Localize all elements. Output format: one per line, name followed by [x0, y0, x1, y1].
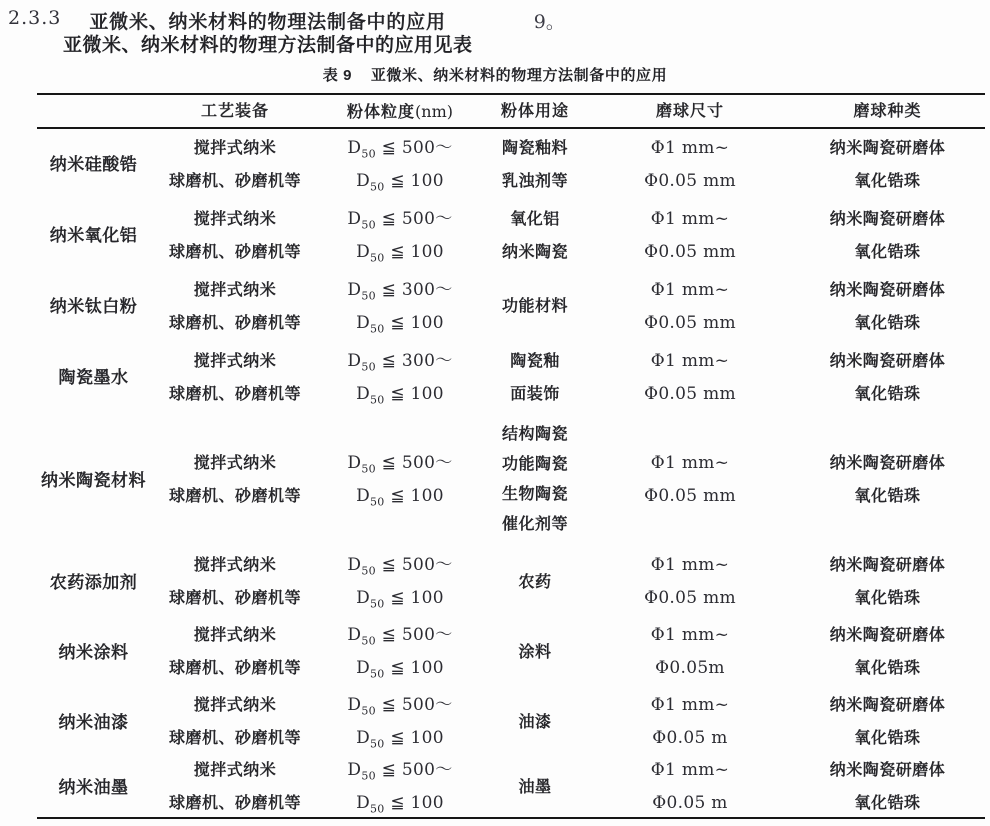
material-name: 纳米硅酸锆 — [49, 155, 138, 174]
header-usage-label: 粉体用途 — [500, 102, 569, 120]
cell-line: 搅拌式纳米 — [193, 281, 277, 299]
cell-material — [37, 547, 150, 617]
table-caption-title: 亚微米、纳米材料的物理方法制备中的应用 — [370, 67, 668, 84]
cell-usage — [480, 547, 590, 617]
cell-material — [37, 129, 150, 200]
cell-usage — [480, 687, 590, 757]
table-body — [37, 129, 985, 817]
table-caption — [0, 60, 990, 93]
cell-equipment — [150, 617, 320, 687]
cell-line: Φ0.05 mm — [644, 588, 736, 608]
subscript: 50 — [370, 321, 385, 335]
cell-material — [37, 687, 150, 757]
table-row — [37, 129, 985, 200]
cell-ball-type — [790, 617, 985, 687]
cell-material — [37, 271, 150, 342]
cell-line: 搅拌式纳米 — [193, 210, 277, 228]
cell-material — [37, 342, 150, 413]
subscript: 50 — [361, 564, 376, 578]
cell-line: 油漆 — [518, 713, 552, 731]
cell-particle-size — [320, 342, 480, 413]
cell-material — [37, 200, 150, 271]
cell-particle-size — [320, 757, 480, 817]
cell-line: 结构陶瓷 — [501, 426, 568, 443]
cell-line: 搅拌式纳米 — [193, 697, 277, 714]
cell-line: $D_{50}$ ≦ 100 — [356, 486, 444, 509]
cell-particle-size — [320, 129, 480, 200]
header-particle-size — [320, 95, 480, 127]
cell-usage — [480, 129, 590, 200]
cell-line: 纳米陶瓷研磨体 — [829, 455, 946, 472]
cell-line: $D_{50}$ ≦ 100 — [356, 383, 444, 406]
cell-usage — [480, 271, 590, 342]
table-row — [37, 757, 985, 817]
cell-line: 纳米陶瓷研磨体 — [829, 697, 946, 714]
cell-material — [37, 757, 150, 817]
cell-ball-type — [790, 200, 985, 271]
cell-line: 氧化锆珠 — [854, 243, 921, 261]
cell-line: Φ0.05m — [655, 658, 725, 678]
cell-line: $D_{50}$ ≦ 500～ — [347, 453, 453, 476]
header-ball-size — [590, 95, 790, 127]
cell-line: 面装饰 — [510, 385, 560, 403]
header-ball-size-label: 磨球尺寸 — [655, 102, 724, 120]
cell-line: 球磨机、砂磨机等 — [168, 172, 301, 190]
header-particle-size-name: 粉体粒度 — [347, 103, 416, 121]
subscript: 50 — [361, 359, 376, 373]
subscript: 50 — [370, 392, 385, 406]
material-name: 纳米涂料 — [58, 642, 129, 662]
table-row — [37, 271, 985, 342]
intro-line: 亚微米、纳米材料的物理方法制备中的应用见表 — [63, 35, 473, 56]
cell-equipment — [150, 757, 320, 817]
table-row — [37, 687, 985, 757]
subscript: 50 — [361, 288, 376, 302]
cell-line: 生物陶瓷 — [501, 486, 568, 503]
cell-line: 球磨机、砂磨机等 — [168, 795, 301, 812]
cell-equipment — [150, 129, 320, 200]
cell-line: Φ1 mm~ — [650, 695, 730, 715]
cell-line: $D_{50}$ ≦ 100 — [356, 170, 444, 193]
header-equipment-label: 工艺装备 — [200, 102, 269, 120]
cell-ball-type — [790, 757, 985, 817]
cell-line: 氧化锆珠 — [854, 590, 921, 607]
cell-line: Φ1 mm~ — [650, 625, 730, 645]
cell-line: Φ0.05 mm — [644, 170, 736, 191]
cell-line: Φ0.05 mm — [644, 383, 736, 404]
cell-line: 球磨机、砂磨机等 — [168, 314, 301, 332]
cell-line: Φ1 mm~ — [650, 555, 730, 575]
cell-line: Φ0.05 m — [652, 793, 728, 813]
cell-line: 球磨机、砂磨机等 — [168, 730, 301, 747]
cell-line: 搅拌式纳米 — [193, 627, 277, 644]
cell-line: 纳米陶瓷研磨体 — [829, 557, 946, 574]
section-title: 亚微米、纳米材料的物理法制备中的应用 — [89, 12, 446, 33]
cell-line: 纳米陶瓷研磨体 — [829, 762, 946, 779]
material-name: 纳米油漆 — [58, 712, 129, 732]
cell-usage — [480, 413, 590, 547]
cell-line: 搅拌式纳米 — [193, 762, 277, 779]
subscript: 50 — [370, 737, 385, 751]
table-row — [37, 413, 985, 547]
cell-line: Φ1 mm~ — [650, 208, 730, 229]
table-row — [37, 200, 985, 271]
cell-ball-type — [790, 547, 985, 617]
cell-line: 农药 — [518, 573, 552, 591]
cell-ball-size — [590, 757, 790, 817]
cell-equipment — [150, 342, 320, 413]
cell-line: 涂料 — [518, 643, 552, 661]
cell-usage — [480, 617, 590, 687]
cell-ball-size — [590, 413, 790, 547]
subscript: 50 — [361, 146, 376, 160]
cell-line: 球磨机、砂磨机等 — [168, 590, 301, 607]
cell-line: Φ0.05 mm — [644, 312, 736, 333]
cell-particle-size — [320, 687, 480, 757]
cell-ball-size — [590, 271, 790, 342]
materials-table — [37, 93, 985, 819]
section-heading — [0, 0, 990, 33]
material-name: 纳米陶瓷材料 — [41, 470, 146, 490]
cell-line: Φ1 mm~ — [650, 279, 730, 300]
cell-line: 纳米陶瓷研磨体 — [829, 281, 946, 299]
table-row — [37, 547, 985, 617]
subscript: 50 — [370, 667, 385, 681]
cell-line: 功能材料 — [501, 298, 568, 315]
cell-equipment — [150, 271, 320, 342]
section-number: 2.3.3 — [8, 7, 62, 29]
cell-line: $D_{50}$ ≦ 100 — [356, 658, 444, 681]
header-material — [37, 95, 150, 127]
column-fragment: 9。 — [533, 11, 565, 33]
subscript: 50 — [370, 802, 385, 816]
header-ball-type-label: 磨球种类 — [853, 102, 922, 120]
table-row — [37, 617, 985, 687]
cell-line: 油墨 — [518, 778, 552, 796]
subscript: 50 — [370, 179, 385, 193]
header-particle-size-unit: (nm) — [415, 101, 453, 121]
cell-line: $D_{50}$ ≦ 100 — [356, 728, 444, 751]
cell-line: $D_{50}$ ≦ 100 — [356, 241, 444, 264]
cell-usage — [480, 757, 590, 817]
cell-line: 球磨机、砂磨机等 — [168, 243, 301, 261]
cell-ball-type — [790, 271, 985, 342]
material-name: 陶瓷墨水 — [58, 368, 129, 387]
cell-ball-size — [590, 687, 790, 757]
cell-line: Φ1 mm~ — [650, 137, 730, 158]
header-usage — [480, 95, 590, 127]
cell-material — [37, 413, 150, 547]
cell-line: 氧化锆珠 — [854, 385, 921, 403]
table-header-row — [37, 95, 985, 129]
cell-line: 搅拌式纳米 — [193, 352, 277, 370]
table-caption-label: 表 9 — [322, 67, 353, 84]
cell-particle-size — [320, 547, 480, 617]
header-equipment — [150, 95, 320, 127]
cell-line: Φ1 mm~ — [650, 453, 730, 473]
cell-equipment — [150, 547, 320, 617]
cell-line: $D_{50}$ ≦ 100 — [356, 793, 444, 816]
cell-line: 球磨机、砂磨机等 — [168, 660, 301, 677]
cell-line: 氧化锆珠 — [854, 172, 921, 190]
cell-ball-type — [790, 129, 985, 200]
cell-line: 氧化锆珠 — [854, 730, 921, 747]
cell-line: 纳米陶瓷研磨体 — [829, 139, 946, 157]
cell-line: $D_{50}$ ≦ 500～ — [347, 625, 453, 648]
cell-particle-size — [320, 271, 480, 342]
cell-ball-size — [590, 617, 790, 687]
cell-line: Φ0.05 m — [652, 728, 728, 748]
cell-line: 氧化锆珠 — [854, 795, 921, 812]
cell-line: Φ1 mm~ — [650, 760, 730, 780]
subscript: 50 — [361, 704, 376, 718]
cell-particle-size — [320, 200, 480, 271]
cell-line: 陶瓷釉料 — [501, 139, 568, 157]
cell-line: 催化剂等 — [501, 516, 568, 533]
cell-line: $D_{50}$ ≦ 500～ — [347, 695, 453, 718]
cell-ball-type — [790, 687, 985, 757]
cell-equipment — [150, 413, 320, 547]
cell-ball-size — [590, 342, 790, 413]
cell-line: 纳米陶瓷研磨体 — [829, 352, 946, 370]
material-name: 纳米氧化铝 — [49, 226, 138, 245]
cell-ball-size — [590, 129, 790, 200]
cell-usage — [480, 342, 590, 413]
subscript: 50 — [370, 495, 385, 509]
table-row — [37, 342, 985, 413]
cell-line: $D_{50}$ ≦ 500～ — [347, 555, 453, 578]
cell-line: $D_{50}$ ≦ 300～ — [347, 279, 453, 302]
subscript: 50 — [370, 250, 385, 264]
cell-line: Φ1 mm~ — [650, 350, 730, 371]
cell-line: 球磨机、砂磨机等 — [168, 488, 301, 505]
cell-equipment — [150, 687, 320, 757]
cell-particle-size — [320, 617, 480, 687]
cell-line: 氧化锆珠 — [854, 314, 921, 332]
cell-line: 氧化锆珠 — [854, 660, 921, 677]
cell-line: $D_{50}$ ≦ 500～ — [347, 137, 453, 160]
cell-line: 纳米陶瓷研磨体 — [829, 210, 946, 228]
cell-usage — [480, 200, 590, 271]
cell-line: 搅拌式纳米 — [193, 139, 277, 157]
subscript: 50 — [361, 769, 376, 783]
cell-line: $D_{50}$ ≦ 300～ — [347, 350, 453, 373]
cell-line: $D_{50}$ ≦ 500～ — [347, 208, 453, 231]
cell-line: 球磨机、砂磨机等 — [168, 385, 301, 403]
cell-line: 纳米陶瓷研磨体 — [829, 627, 946, 644]
cell-line: $D_{50}$ ≦ 500～ — [347, 760, 453, 783]
cell-line: $D_{50}$ ≦ 100 — [356, 588, 444, 611]
subscript: 50 — [361, 217, 376, 231]
cell-material — [37, 617, 150, 687]
cell-line: 纳米陶瓷 — [501, 243, 568, 261]
cell-line: 搅拌式纳米 — [193, 455, 277, 472]
material-name: 纳米油墨 — [58, 777, 129, 797]
cell-line: 氧化锆珠 — [854, 488, 921, 505]
cell-line: 乳浊剂等 — [501, 172, 568, 190]
material-name: 纳米钛白粉 — [49, 297, 138, 316]
cell-line: 氧化铝 — [510, 210, 560, 228]
cell-ball-size — [590, 200, 790, 271]
cell-ball-size — [590, 547, 790, 617]
material-name: 农药添加剂 — [49, 572, 138, 592]
subscript: 50 — [361, 634, 376, 648]
subscript: 50 — [361, 462, 376, 476]
cell-line: Φ0.05 mm — [644, 241, 736, 262]
cell-equipment — [150, 200, 320, 271]
cell-line: 搅拌式纳米 — [193, 557, 277, 574]
cell-line: Φ0.05 mm — [644, 486, 736, 506]
cell-line: 陶瓷釉 — [510, 352, 560, 370]
cell-ball-type — [790, 413, 985, 547]
cell-particle-size — [320, 413, 480, 547]
header-ball-type — [790, 95, 985, 127]
cell-line: $D_{50}$ ≦ 100 — [356, 312, 444, 335]
cell-ball-type — [790, 342, 985, 413]
subscript: 50 — [370, 597, 385, 611]
cell-line: 功能陶瓷 — [501, 456, 568, 473]
header-particle-size-label — [347, 95, 453, 128]
